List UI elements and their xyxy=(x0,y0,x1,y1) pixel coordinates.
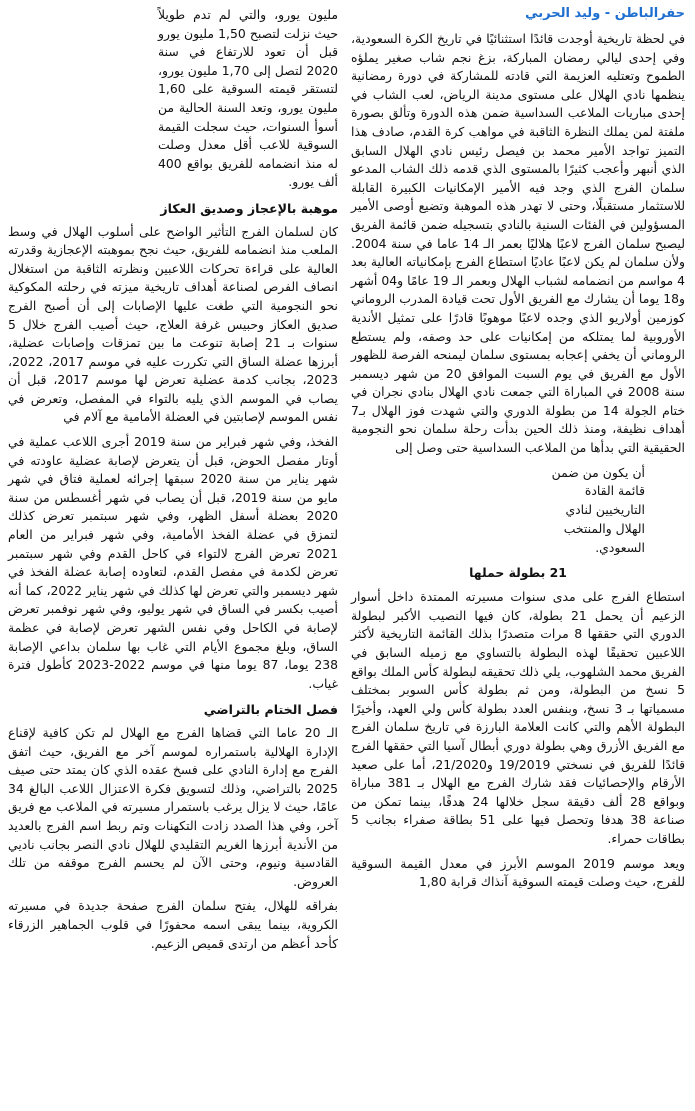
paragraph-intro: في لحظة تاريخية أوجدت قائدًا استثنائيًا في تاريخ الكرة السعودية، وفي إحدى ليالي رمضان المباركة، بزغ نجم شاب صغير يملؤه الطموح وتعتليه العزيمة التي قادته للمشاركة في دورة رمضانية ينظمها نادي الهلال على مستوى مدينة الرياض، لعب الشاب في إحدى مباريات الملاعب السداسية ضمن هذه الدورة وتألق بصورة ملفتة لمن يملك النظرة الثاقبة في مواهب كرة القدم، صادف هذا التميز تواجد الأمير محمد بن فيصل رئيس نادي الهلال السابق الذي أنبهر وأعجب كثيرًا بالمستوى الذي قدمه ذلك الشاب المدعو سلمان الفرج الذي وجد فيه الأمير الإمكانيات الكبيرة القابلة للاستثمار مستقبلًا، وحتى لا تهدر هذه الموهبة وتضيع أوصى الأمير المسؤولين في الفئات السنية بالنادي بتسجيله ضمن قائمة الفريق ليصبح سلمان الفرج لاعبًا هلاليًا بعمر الـ 14 عاما في سنة 2004. ولأن سلمان لم يكن لاعبًا عاديًا استطاع الفرج بإمكانياته العالية بعد 4 مواسم من انضمامه لشباب الهلال وبعمر الـ 19 عامًا و04 أشهر و18 يوما أن يشارك مع الفريق الأول تحت قيادة المدرب الروماني كوزمين أولاريو الذي وجده لاعبًا موهوبًا قادرًا على تمثيل الأندية الأوروبية لما يمتلكه من إمكانيات على حد وصفه، ولم يستطع الروماني أن يخفي إعجابه بمستوى سلمان ليمنحه الفرصة للظهور الأول مع الفريق في يوم السبت الموافق 20 من شهر ديسمبر سنة 2008 في المباراة التي جمعت نادي الهلال بنادي نجران في ختام الجولة 14 من بطولة الدوري والتي شهدت فوز الهلال بـ7 أهداف نظيفة، ومنذ ذلك الحين بدأت رحلة سلمان نحو النجومية الحقيقية التي بدأها من الملاعب السداسية حتى وصل إلى xyxy=(351,31,686,456)
paragraph-narrow: أن يكون من ضمن قائمة القادة التاريخيين لنادي الهلال والمنتخب السعودي. xyxy=(551,464,645,555)
byline: حفرالباطن - وليد الحربي xyxy=(525,6,685,21)
paragraph-talent: كان لسلمان الفرج التأثير الواضح على أسلوب الهلال في وسط الملعب منذ انضمامه للفريق، حيث نجح بموهبته الإعجازية وقدرته العالية على قراءة تحركات اللاعبين ونظرته الثاقبة من استغلال انصاف الفرص لصناعة أهداف تاريخية ميزته في رحلته المكوكية نحو النجومية التي طغت عليها الإصابات إلى أن أصبح الفرج صديق العكاز وحبيس غرفة العلاج، حيث أصيب الفرج خلال 5 سنوات بـ 21 إصابة تنوعت ما بين تمزقات وإصابات عضلية، أبرزها عضلة الساق التي تكررت عليه في موسم 2017، 2022، 2023، بجانب كدمة عضلية تعرض لها موسم 2017، قبل أن يصاب في الموسم الذي يليه بالتواء في المفصل، وتعرض في نفس الموسم لإصابتين في العضلة الأمامية مع آلام في xyxy=(8,223,338,425)
left-column xyxy=(8,6,338,959)
paragraph-injuries: الفخذ، وفي شهر فبراير من سنة 2019 أجرى اللاعب عملية في أوتار مفصل الحوض، قبل أن يتعرض لإصابة عضلية عاودته في شهر يناير من سنة 2020 سبقها إجرائه لعملية فتاق في شهر مايو من سنة 2019، قبل أن يصاب في شهر أغسطس من سنة 2020 بعضلة أسفل الظهر، وفي شهر سبتمبر تعرض كذلك لتمزق في عضلة الفخذ الأمامية، وفي شهر فبراير من العام 2021 تعرض الفرج لالتواء في كاحل القدم وفي شهر سبتمبر تعرض لكدمة في مفصل القدم، لتعاوده إصابة عضلة الفخذ في شهر ديسمبر والتي تعرض لها كذلك في شهر يناير 2022، كما أنه أصيب بكسر في الساق في شهر يوليو، وفي شهر نوفمبر تعرض لإصابة في الكاحل وفي نفس الشهر تعرض لإصابة في عظمة الساق، وبلغ مجموع الأيام التي غاب بها سلمان بداعي الإصابة 238 يوما، 87 يوما منها في موسم 2022-2023 كأطول فترة غياب. xyxy=(8,434,339,691)
paragraph-market-value-cont: مليون يورو، والتي لم تدم طويلاً حيث نزلت لتصبح 1,50 مليون يورو قبل أن تعود للارتفاع في سنة 2020 لتصل إلى 1,70 مليون يورو، لتستقر قيمته السوقية على 1,60 مليون يورو، وتعد السنة الحالية من أسوأ السنوات، حيث سجلت القيمة السوقية للاعب أقل معدل وصلت له منذ انضمامه للفريق بواقع 400 ألف يورو. xyxy=(158,7,338,190)
paragraph-closing: بفراقه للهلال، يفتح سلمان الفرج صفحة جديدة في مسيرته الكروية، بينما يبقى اسمه محفورًا في قلوب الجماهير الزرقاء كأحد أعظم من ارتدى قميص الزعيم. xyxy=(8,898,338,951)
section-heading-ending: فصل الختام بالتراضي xyxy=(203,702,338,718)
section-heading-21-titles: 21 بطولة حملها xyxy=(469,564,567,580)
section-heading-talent: موهبة بالإعجاز وصديق العكاز xyxy=(160,200,338,216)
paragraph-market-value-start: ويعد موسم 2019 الموسم الأبرز في معدل القيمة السوقية للفرج، حيث وصلت قيمته السوقية آنذاك قرابة 1,80 xyxy=(351,855,685,890)
paragraph-ending: الـ 20 عاما التي قضاها الفرج مع الهلال لم تكن كافية لإقناع الإدارة الهلالية باستمراره لموسم آخر مع الفريق، حيث اتفق الفرج مع إدارة النادي على فسخ عقده الذي كان يمتد حتى صيف 2025 بالتراضي، وذلك لتسويق فكرة الاعتزال اللاعب البالغ 34 عامًا، حيث لا يزال يرغب باستمرار مسيرته في الملاعب مع فريق آخر، وفي هذا الصدد زادت التكهنات وتم ربط اسم الفرج بالعديد من الأندية أبرزها الغريم التقليدي للهلال نادي النصر بجانب ناديي القادسية ونيوم، وحتى الآن لم يحسم الفرج موقفه من تلك العروض. xyxy=(8,724,338,889)
paragraph-titles: استطاع الفرج على مدى سنوات مسيرته الممتدة داخل أسوار الزعيم أن يحمل 21 بطولة، كان فيها النصيب الأكبر لبطولة الدوري التي حققها 8 مرات متصدرًا بذلك القائمة التاريخية لأكثر اللاعبين تحقيقًا لهذه البطولة بالتساوي مع زميله السابق في الفريق محمد الشلهوب، يلي ذلك تحقيقه لبطولة كأس الملك بواقع 5 نسخ من البطولة، ومن ثم بطولة كأس السوبر بمختلف مسمياتها بـ 3 نسخ، وبنفس العدد بطولة كأس ولي العهد، وأخيرًا البطولة الأهم والتي كانت العلامة البارزة في تاريخ سلمان الفرج مع الفريق الأزرق وهي بطولة دوري أبطال آسيا التي حققها الفرج قائدًا للفريق في نسختي 19/2019 و21/2020، أما على صعيد الأرقام والإحصائيات فقد شارك الفرج مع الهلال بـ 381 مباراة وبواقع 28 ألف دقيقة سجل خلالها 24 هدفًا، بينما تمكن من صناعة 38 هدفا وتحصل فيها على 51 بطاقة صفراء بجانب 5 بطاقات حمراء. xyxy=(350,589,685,846)
right-column xyxy=(351,30,685,898)
